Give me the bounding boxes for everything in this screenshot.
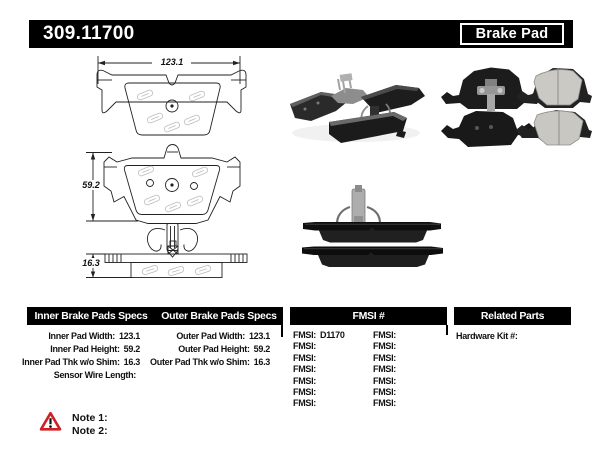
- drawing-pad-side-view: [86, 241, 247, 278]
- specs-header-bar: [27, 307, 283, 325]
- spec-row: Outer Pad Width: 123.1: [176, 331, 270, 341]
- column-divider: [446, 325, 448, 335]
- dimension-pad-width: 123.1: [153, 57, 191, 67]
- fmsi-row: FMSI:: [373, 364, 396, 375]
- spec-row: Inner Pad Width: 123.1: [48, 331, 140, 341]
- fmsi-column-left: [293, 330, 371, 410]
- fmsi-row: FMSI:: [293, 375, 316, 386]
- fmsi-row: FMSI:: [373, 387, 396, 398]
- dimension-pad-height: 59.2: [79, 180, 103, 190]
- spec-row: Inner Pad Thk w/o Shim: 16.3: [22, 357, 140, 367]
- drawing3-watermarks: [141, 265, 211, 277]
- dimension-pad-thickness: 16.3: [79, 258, 103, 268]
- drawing-pad-front-view: [86, 145, 240, 258]
- fmsi-row: FMSI: D1170: [293, 330, 345, 340]
- drawing-pad-top-view: [97, 56, 246, 135]
- related-row: Hardware Kit #:: [456, 331, 518, 341]
- outer-specs-column: [145, 330, 270, 369]
- fmsi-row: FMSI:: [293, 352, 316, 363]
- related-parts-header: Related Parts: [454, 307, 571, 325]
- spec-row: Inner Pad Height: 59.2: [50, 344, 140, 354]
- fmsi-column-right: [373, 330, 443, 410]
- spec-row: Sensor Wire Length:: [53, 370, 136, 380]
- note-1-label: Note 1:: [72, 412, 108, 424]
- inner-specs-header: Inner Brake Pads Specs: [34, 310, 148, 322]
- drawing2-watermarks: [137, 165, 208, 213]
- column-divider: [281, 325, 283, 337]
- fmsi-row: FMSI:: [293, 364, 316, 375]
- title-bar: [29, 20, 573, 48]
- note-2-label: Note 2:: [72, 425, 108, 437]
- fmsi-row: FMSI:: [373, 330, 396, 340]
- fmsi-row: FMSI:: [293, 387, 316, 398]
- fmsi-row: FMSI:: [373, 398, 396, 409]
- spec-row: Outer Pad Thk w/o Shim: 16.3: [150, 357, 270, 367]
- fmsi-header: FMSI #: [290, 307, 447, 325]
- product-type-badge: Brake Pad: [460, 23, 564, 45]
- drawing1-watermarks: [136, 89, 205, 133]
- fmsi-row: FMSI:: [373, 375, 396, 386]
- fmsi-row: FMSI:: [373, 352, 396, 363]
- inner-specs-column: [10, 330, 140, 382]
- photo-pads-angled: [290, 73, 425, 143]
- outer-specs-header: Outer Brake Pads Specs: [161, 310, 277, 322]
- fmsi-row: FMSI:: [293, 398, 316, 409]
- warning-triangle-icon: [39, 411, 62, 432]
- photo-pads-set: [441, 68, 592, 148]
- related-parts-column: [456, 330, 571, 343]
- photo-pads-stacked: [302, 185, 443, 267]
- part-number: 309.11700: [43, 23, 135, 44]
- fmsi-row: FMSI:: [293, 341, 316, 352]
- spec-row: Outer Pad Height: 59.2: [178, 344, 270, 354]
- fmsi-row: FMSI:: [373, 341, 396, 352]
